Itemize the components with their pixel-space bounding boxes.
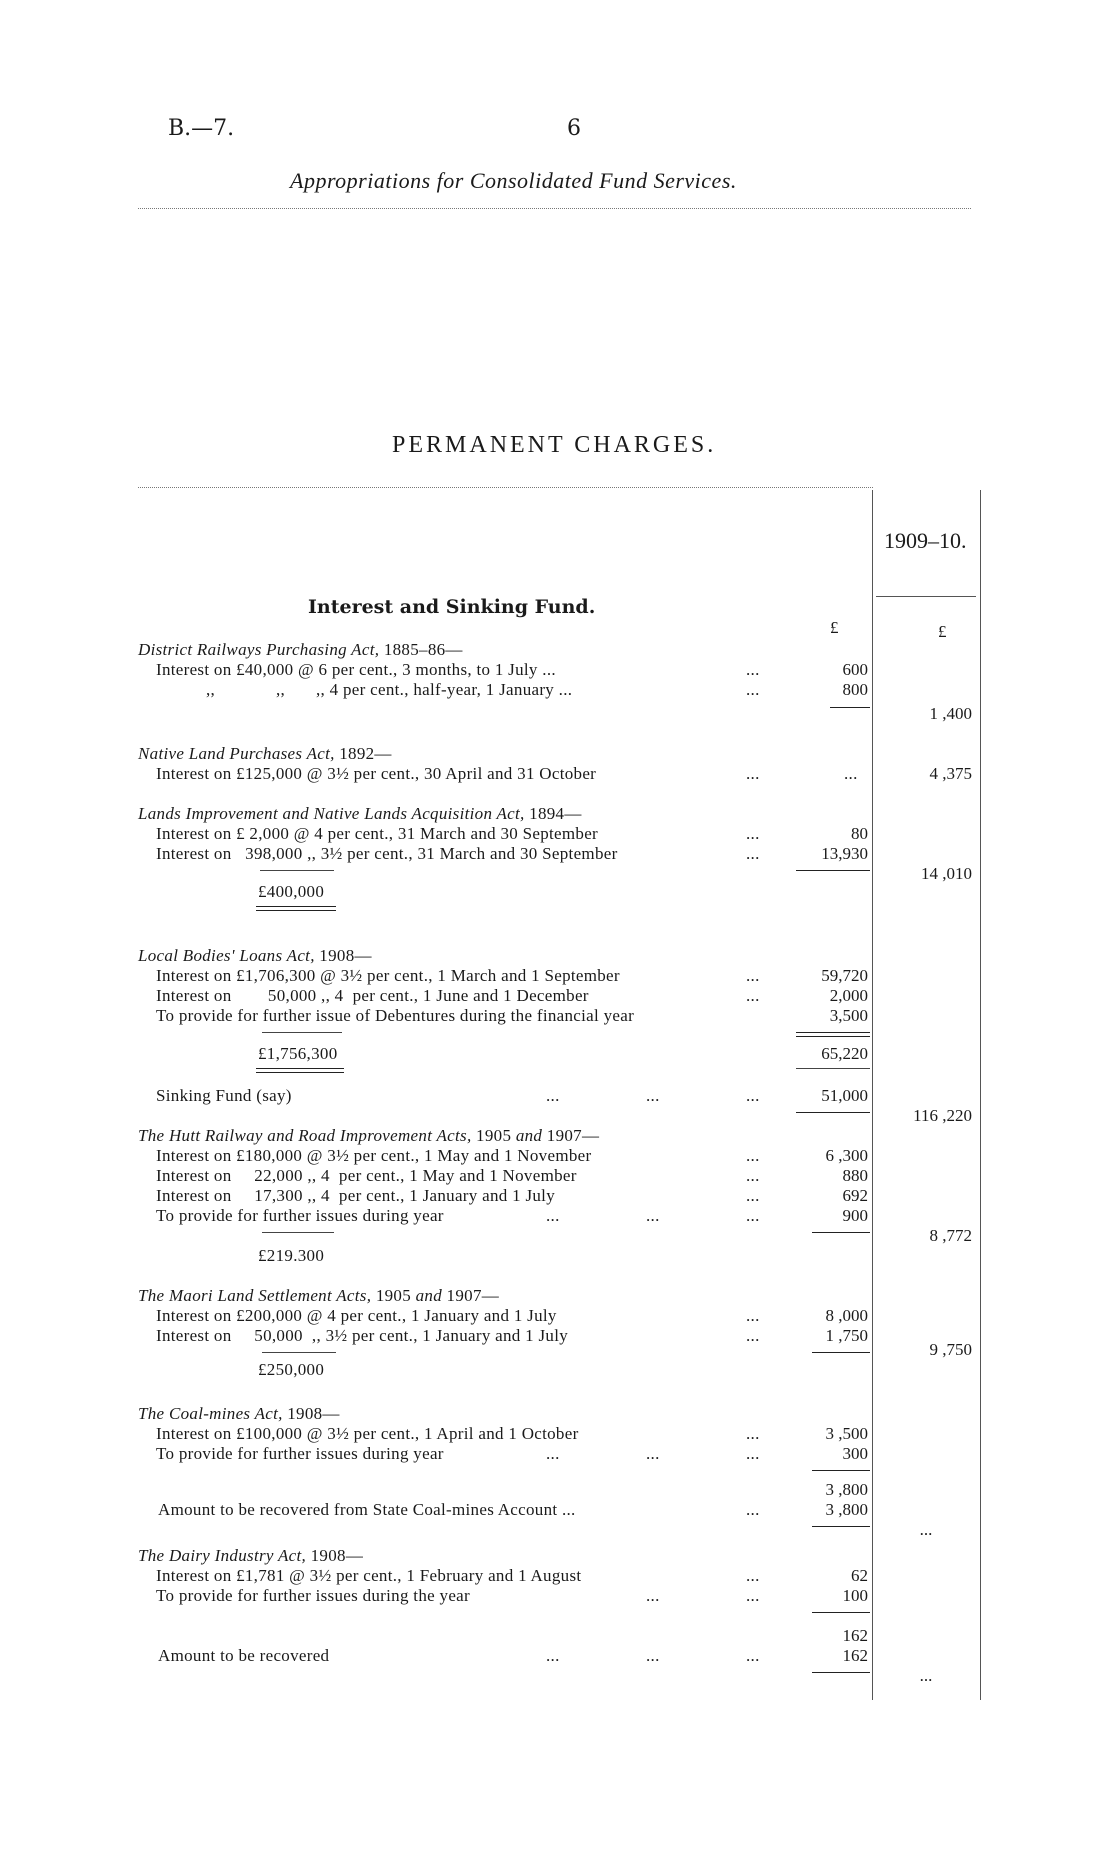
- line-item: Interest on £1,781 @ 3½ per cent., 1 February and 1 August: [156, 1566, 582, 1585]
- line-item: Interest on £125,000 @ 3½ per cent., 30 April and 31 October: [156, 764, 597, 783]
- act-title: The Hutt Railway and Road Improvement Acts,: [138, 1126, 472, 1145]
- line-item: To provide for further issues during year: [156, 1444, 444, 1463]
- amount: 162: [842, 1646, 868, 1665]
- total-amount: 14 ,010: [921, 864, 972, 883]
- amount: 62: [851, 1566, 868, 1585]
- leader-dots: ...: [746, 1306, 760, 1325]
- act-heading-dairy-industry: [138, 1546, 363, 1566]
- amount: 2,000: [829, 986, 868, 1005]
- amount: 13,930: [821, 844, 868, 863]
- section-heading: Interest and Sinking Fund.: [308, 596, 596, 618]
- total-amount: 4 ,375: [929, 764, 972, 783]
- leader-dots: ...: [746, 1586, 760, 1605]
- act-heading-lands-improvement: [138, 804, 582, 824]
- sum-rule: [812, 1612, 870, 1613]
- amount: 800: [842, 680, 868, 699]
- line-item: Interest on 50,000 ,, 4 per cent., 1 June and 1 December: [156, 986, 589, 1005]
- leader-dots: ...: [746, 1206, 760, 1225]
- leader-dots: ...: [646, 1586, 660, 1605]
- line-item: Interest on £200,000 @ 4 per cent., 1 January and 1 July: [156, 1306, 557, 1325]
- line-item: To provide for further issues during the year: [156, 1586, 470, 1605]
- currency-symbol-total: £: [938, 622, 947, 641]
- act-heading-native-land: [138, 744, 392, 764]
- act-year: 1907—: [442, 1286, 500, 1305]
- page-subtitle: Appropriations for Consolidated Fund Services.: [290, 168, 737, 193]
- line-item: Interest on £ 2,000 @ 4 per cent., 31 March and 30 September: [156, 824, 599, 843]
- leader-dots: ...: [546, 1086, 560, 1105]
- amount: 8 ,000: [825, 1306, 868, 1325]
- column-divider-right: [980, 490, 981, 1700]
- act-title: District Railways Purchasing Act,: [138, 640, 380, 659]
- amount: 900: [842, 1206, 868, 1225]
- act-heading-coal-mines: [138, 1404, 340, 1424]
- document-reference: B.—7.: [168, 116, 235, 141]
- act-year: 1892—: [334, 744, 392, 763]
- leader-dots: ...: [746, 966, 760, 985]
- sum-rule: [796, 1036, 870, 1037]
- principal-rule: [262, 1232, 334, 1233]
- leader-dots: ...: [746, 986, 760, 1005]
- leader-dots: ...: [646, 1646, 660, 1665]
- act-heading-maori-land: [138, 1286, 499, 1306]
- ditto-mark: ,,: [276, 680, 286, 699]
- amount: 692: [842, 1186, 868, 1205]
- principal-rule: [262, 1032, 342, 1033]
- act-title: Lands Improvement and Native Lands Acquisition Act,: [138, 804, 525, 823]
- amount: 600: [842, 660, 868, 679]
- line-item: Interest on 17,300 ,, 4 per cent., 1 January and 1 July: [156, 1186, 555, 1205]
- act-title: Native Land Purchases Act,: [138, 744, 335, 763]
- act-conjunction: and: [415, 1286, 442, 1305]
- amount: 100: [842, 1586, 868, 1605]
- line-item: ,, 4 per cent., half-year, 1 January ...: [316, 680, 573, 699]
- leader-dots: ...: [546, 1444, 560, 1463]
- sum-rule: [796, 1032, 870, 1033]
- act-title: The Coal-mines Act,: [138, 1404, 283, 1423]
- subtotal-amount: 162: [842, 1626, 868, 1645]
- act-year: 1907—: [542, 1126, 600, 1145]
- leader-dots: ...: [646, 1444, 660, 1463]
- amount: 880: [842, 1166, 868, 1185]
- leader-dots: ...: [746, 680, 760, 699]
- page-title: PERMANENT CHARGES.: [392, 432, 717, 458]
- recovery-label: Amount to be recovered from State Coal-mines Account ...: [158, 1500, 576, 1519]
- act-year: 1908—: [306, 1546, 364, 1565]
- line-item: Interest on £40,000 @ 6 per cent., 3 months, to 1 July ...: [156, 660, 556, 679]
- leader-dots: ...: [746, 1166, 760, 1185]
- act-title: The Maori Land Settlement Acts,: [138, 1286, 372, 1305]
- page-number: 6: [567, 116, 581, 141]
- leader-dots: ...: [746, 1444, 760, 1463]
- act-year: 1908—: [282, 1404, 340, 1423]
- sum-rule: [812, 1526, 870, 1527]
- total-amount: 1 ,400: [929, 704, 972, 723]
- leader-dots: ...: [844, 764, 858, 783]
- amount: 59,720: [821, 966, 868, 985]
- line-item: Interest on £100,000 @ 3½ per cent., 1 April and 1 October: [156, 1424, 579, 1443]
- subtotal-amount: 3 ,800: [825, 1480, 868, 1499]
- sum-rule: [796, 1068, 870, 1069]
- recovery-label: Amount to be recovered: [158, 1646, 330, 1665]
- column-divider-left: [872, 490, 873, 1700]
- line-item: To provide for further issue of Debentures during the financial year: [156, 1006, 635, 1025]
- amount: 6 ,300: [825, 1146, 868, 1165]
- total-amount: ...: [919, 1666, 933, 1685]
- column-year-heading: 1909–10.: [884, 528, 967, 553]
- sum-rule: [830, 707, 870, 708]
- principal-amount: £250,000: [258, 1360, 325, 1379]
- line-item: Interest on £180,000 @ 3½ per cent., 1 May and 1 November: [156, 1146, 592, 1165]
- total-amount: ...: [919, 1520, 933, 1539]
- leader-dots: ...: [746, 1186, 760, 1205]
- ditto-mark: ,,: [206, 680, 216, 699]
- currency-symbol-detail: £: [830, 618, 839, 637]
- principal-rule: [260, 870, 334, 871]
- act-heading-local-bodies: [138, 946, 372, 966]
- act-year: 1885–86—: [379, 640, 463, 659]
- line-item: Interest on 50,000 ,, 3½ per cent., 1 January and 1 July: [156, 1326, 569, 1345]
- amount: 1 ,750: [825, 1326, 868, 1345]
- amount: 80: [851, 824, 868, 843]
- total-amount: 9 ,750: [929, 1340, 972, 1359]
- total-amount: 8 ,772: [929, 1226, 972, 1245]
- act-heading-district-railways: [138, 640, 463, 660]
- sinking-fund-label: Sinking Fund (say): [156, 1086, 292, 1105]
- leader-dots: ...: [746, 1646, 760, 1665]
- leader-dots: ...: [746, 1086, 760, 1105]
- column-heading-rule: [876, 596, 976, 597]
- sum-rule: [796, 1112, 870, 1113]
- act-year: 1905: [371, 1286, 416, 1305]
- leader-dots: ...: [746, 1424, 760, 1443]
- principal-double-rule: [256, 1072, 344, 1073]
- act-year: 1894—: [524, 804, 582, 823]
- header-divider: [138, 208, 971, 209]
- leader-dots: ...: [746, 824, 760, 843]
- title-divider: [138, 487, 873, 488]
- leader-dots: ...: [546, 1646, 560, 1665]
- principal-amount: £219.300: [258, 1246, 325, 1265]
- amount: 51,000: [821, 1086, 868, 1105]
- act-year: 1908—: [314, 946, 372, 965]
- sum-rule: [812, 1672, 870, 1673]
- leader-dots: ...: [746, 1326, 760, 1345]
- act-year: 1905: [471, 1126, 516, 1145]
- line-item: To provide for further issues during year: [156, 1206, 444, 1225]
- principal-double-rule: [256, 1068, 344, 1069]
- leader-dots: ...: [746, 660, 760, 679]
- leader-dots: ...: [646, 1086, 660, 1105]
- leader-dots: ...: [646, 1206, 660, 1225]
- act-title: The Dairy Industry Act,: [138, 1546, 307, 1565]
- principal-double-rule: [256, 906, 336, 907]
- leader-dots: ...: [746, 1566, 760, 1585]
- amount: 3 ,500: [825, 1424, 868, 1443]
- act-title: Local Bodies' Loans Act,: [138, 946, 315, 965]
- leader-dots: ...: [546, 1206, 560, 1225]
- line-item: Interest on £1,706,300 @ 3½ per cent., 1 March and 1 September: [156, 966, 620, 985]
- leader-dots: ...: [746, 764, 760, 783]
- act-conjunction: and: [515, 1126, 543, 1145]
- principal-amount: £1,756,300: [258, 1044, 338, 1063]
- total-amount: 116 ,220: [913, 1106, 972, 1125]
- act-heading-hutt-railway: [138, 1126, 599, 1146]
- sum-rule: [812, 1232, 870, 1233]
- leader-dots: ...: [746, 1146, 760, 1165]
- amount: 3 ,800: [825, 1500, 868, 1519]
- principal-double-rule: [256, 910, 336, 911]
- amount: 300: [842, 1444, 868, 1463]
- line-item: Interest on 398,000 ,, 3½ per cent., 31 March and 30 September: [156, 844, 618, 863]
- line-item: Interest on 22,000 ,, 4 per cent., 1 May and 1 November: [156, 1166, 577, 1185]
- leader-dots: ...: [746, 1500, 760, 1519]
- principal-amount: £400,000: [258, 882, 325, 901]
- sum-rule: [812, 1470, 870, 1471]
- sum-rule: [812, 1352, 870, 1353]
- sum-rule: [796, 870, 870, 871]
- principal-rule: [262, 1352, 336, 1353]
- subtotal-amount: 65,220: [821, 1044, 868, 1063]
- amount: 3,500: [829, 1006, 868, 1025]
- leader-dots: ...: [746, 844, 760, 863]
